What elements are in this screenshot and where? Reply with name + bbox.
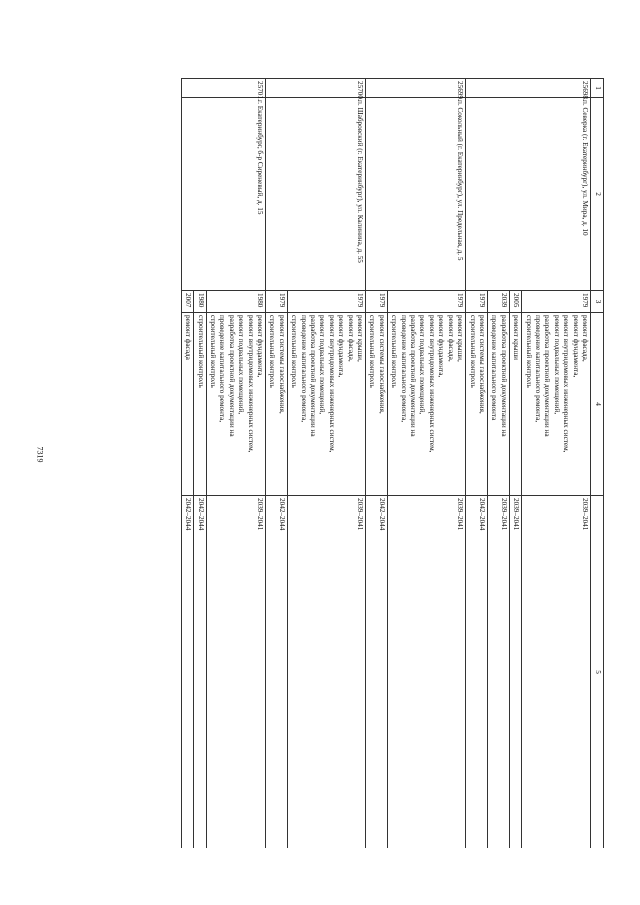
work-item: проведение капитального ремонта, [399, 315, 408, 423]
page-number: 7319 [35, 446, 45, 463]
column-header: 5 [591, 496, 604, 849]
year-cell: 1979 [366, 291, 388, 313]
work-list-cell [194, 313, 206, 496]
year-cell: 1979 [287, 291, 365, 313]
work-item: ремонт фундамента, [437, 315, 446, 378]
period-cell: 2042–2044 [194, 496, 206, 849]
work-item: проведение капитального ремонта, [533, 315, 542, 423]
work-item: ремонт внутридомовых инженерных систем, [427, 315, 436, 453]
work-item: разработка проектной документации на [499, 315, 508, 437]
work-list-cell [366, 313, 388, 496]
column-number-row [591, 79, 604, 849]
work-item: ремонт фундамента, [337, 315, 346, 378]
work-item: строительный контроль [524, 315, 533, 388]
table-row [387, 79, 465, 849]
table-row [206, 79, 265, 849]
year-cell: 2005 [509, 291, 521, 313]
work-item: строительный контроль [390, 315, 399, 388]
period-cell: 2042–2044 [266, 496, 288, 849]
work-item: разработка проектной документации на [309, 315, 318, 437]
work-item: ремонт фасада, [581, 315, 589, 362]
year-cell: 1979 [466, 291, 488, 313]
column-header: 3 [591, 291, 604, 313]
work-list-cell [466, 313, 488, 496]
work-item: строительный контроль [196, 315, 205, 388]
column-header: 2 [591, 98, 604, 291]
work-item: строительный контроль [290, 315, 299, 388]
period-cell: 2039–2041 [522, 496, 591, 849]
work-list-cell [387, 313, 465, 496]
year-cell: 1979 [266, 291, 288, 313]
work-item: строительный контроль [268, 315, 277, 388]
work-item: ремонт фасада [184, 315, 193, 360]
work-item: строительный контроль [208, 315, 217, 388]
work-item: ремонт фасада, [446, 315, 455, 362]
work-item: ремонт подвальных помещений, [552, 315, 561, 415]
work-item: разработка проектной документации на [409, 315, 418, 437]
work-list-cell [206, 313, 265, 496]
work-item: строительный контроль [368, 315, 377, 388]
work-item: проведение капитального ремонта [490, 315, 499, 421]
period-cell: 2039–2041 [509, 496, 521, 849]
work-item: разработка проектной документации на [227, 315, 236, 437]
period-cell: 2039–2041 [487, 496, 509, 849]
work-list-cell [509, 313, 521, 496]
entry-number: 25700. [266, 79, 366, 98]
work-item: ремонт крыши [512, 315, 521, 361]
work-item: ремонт фундамента, [256, 315, 264, 378]
entry-number: 25698. [466, 79, 591, 98]
column-header: 4 [591, 313, 604, 496]
work-item: ремонт крыши, [456, 315, 465, 362]
work-item: ремонт системы газоснабжения, [377, 315, 386, 414]
work-list-cell [522, 313, 591, 496]
work-list-cell [181, 313, 193, 496]
table-row [287, 79, 365, 849]
work-item: ремонт фасада, [346, 315, 355, 362]
work-list-cell [266, 313, 288, 496]
year-cell: 1979 [522, 291, 591, 313]
period-cell: 2039–2041 [206, 496, 265, 849]
period-cell: 2039–2041 [387, 496, 465, 849]
period-cell: 2042–2044 [466, 496, 488, 849]
work-item: ремонт подвальных помещений, [418, 315, 427, 415]
entry-number: 25701. [181, 79, 265, 98]
work-item: ремонт подвальных помещений, [318, 315, 327, 415]
year-cell: 2007 [181, 291, 193, 313]
year-cell: 1979 [387, 291, 465, 313]
period-cell: 2042–2044 [366, 496, 388, 849]
work-item: ремонт внутридомовых инженерных систем, [562, 315, 571, 453]
year-cell: 1980 [206, 291, 265, 313]
year-cell: 2039 [487, 291, 509, 313]
column-header: 1 [591, 79, 604, 98]
entry-address: г. Екатеринбург, б-р Сиреневый, д. 15 [181, 98, 265, 291]
work-item: ремонт системы газоснабжения, [277, 315, 286, 414]
work-list-cell [287, 313, 365, 496]
entry-address: п. Северка (г. Екатеринбург), ул. Мира, д. 10 [466, 98, 591, 291]
table-body [181, 79, 590, 849]
work-item: проведение капитального ремонта, [299, 315, 308, 423]
repair-schedule-table [181, 78, 604, 848]
work-item: ремонт подвальных помещений, [237, 315, 246, 415]
work-item: ремонт фундамента, [571, 315, 580, 378]
table-row [522, 79, 591, 849]
year-cell: 1980 [194, 291, 206, 313]
entry-address: п. Шабровский (г. Екатеринбург), ул. Калинина, д. 55 [266, 98, 366, 291]
work-item: ремонт системы газоснабжения, [477, 315, 486, 414]
document-sheet [86, 78, 604, 848]
work-item: проведение капитального ремонта, [218, 315, 227, 423]
work-item: разработка проектной документации на [543, 315, 552, 437]
period-cell: 2039–2041 [287, 496, 365, 849]
work-item: ремонт внутридомовых инженерных систем, [327, 315, 336, 453]
rotated-table-wrapper [86, 78, 604, 848]
work-item: ремонт крыши, [356, 315, 365, 362]
work-list-cell [487, 313, 509, 496]
work-item: строительный контроль [468, 315, 477, 388]
period-cell: 2042–2044 [181, 496, 193, 849]
work-item: ремонт внутридомовых инженерных систем, [246, 315, 255, 453]
entry-number: 25699. [366, 79, 466, 98]
entry-address: п. Сокольный (г. Екатеринбург), ул. Предельная, д. 5 [366, 98, 466, 291]
